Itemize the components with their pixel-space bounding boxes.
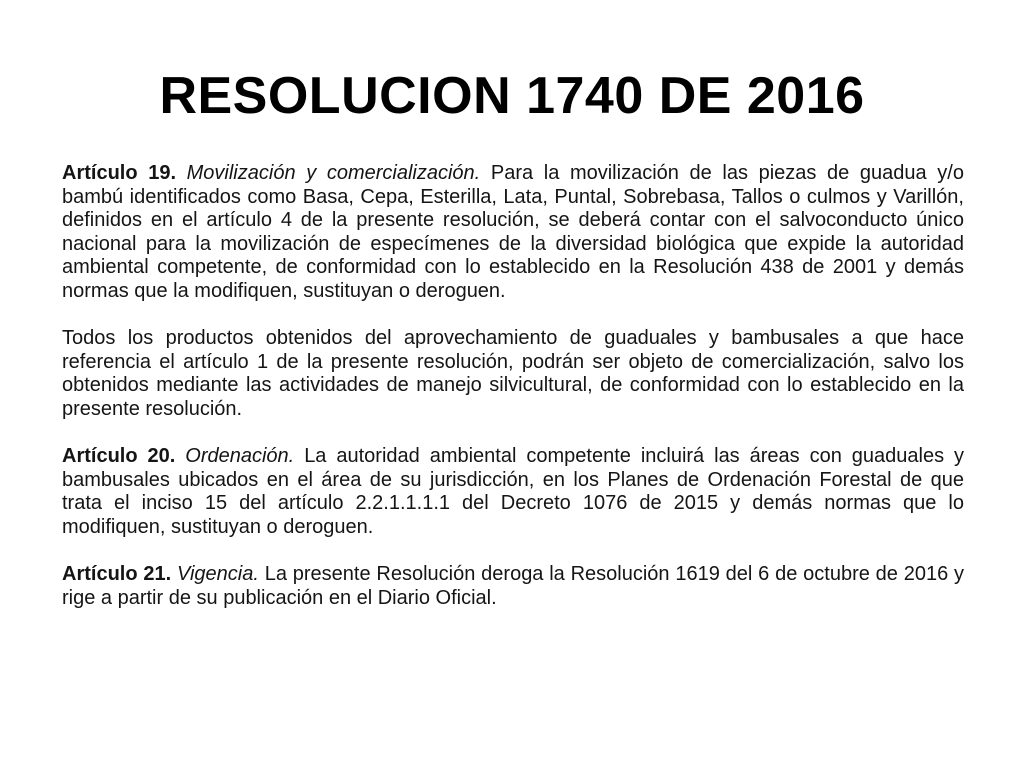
article-label: Artículo 21. — [62, 563, 172, 585]
paragraph-text: Todos los productos obtenidos del aprovechamiento de guaduales y bambusales a que hace referencia el artículo 1 de la presente resolución, podrán ser objeto de comercialización, salvo los obtenidos mediante las actividades de manejo silvicultural, de conformidad con lo establecido en la presente resolución. — [62, 327, 964, 420]
article-label: Artículo 19. — [62, 162, 176, 184]
article-20-paragraph — [62, 445, 964, 539]
article-heading: Ordenación. — [185, 445, 295, 467]
article-heading: Movilización y comercialización. — [186, 162, 481, 184]
article-heading: Vigencia. — [176, 563, 259, 585]
article-label: Artículo 20. — [62, 445, 176, 467]
document-body — [62, 162, 964, 610]
article-text: La autoridad ambiental competente incluirá las áreas con guaduales y bambusales ubicados en el área de su jurisdicción, en los Planes de Ordenación Forestal de que trata el inciso 15 del artículo 2.2.1.1.1.1 del Decreto 1076 de 2015 y demás normas que lo modifiquen, sustituyan o deroguen. — [62, 445, 965, 538]
article-21-paragraph — [62, 563, 964, 610]
article-text: La presente Resolución deroga la Resolución 1619 del 6 de octubre de 2016 y rige a partir de su publicación en el Diario Oficial. — [62, 563, 965, 609]
article-19-paragraph — [62, 162, 964, 303]
article-19-continuation-paragraph — [62, 327, 964, 421]
article-text: Para la movilización de las piezas de guadua y/o bambú identificados como Basa, Cepa, Esterilla, Lata, Puntal, Sobrebasa, Tallos o culmos y Varillón, definidos en el artículo 4 de la presente resolución, se deberá contar con el salvoconducto único nacional para la movilización de especímenes de la diversidad biológica que expide la autoridad ambiental competente, de conformidad con lo establecido en la Resolución 438 de 2001 y demás normas que la modifiquen, sustituyan o deroguen. — [62, 162, 964, 302]
page-title: RESOLUCION 1740 DE 2016 — [159, 67, 865, 125]
